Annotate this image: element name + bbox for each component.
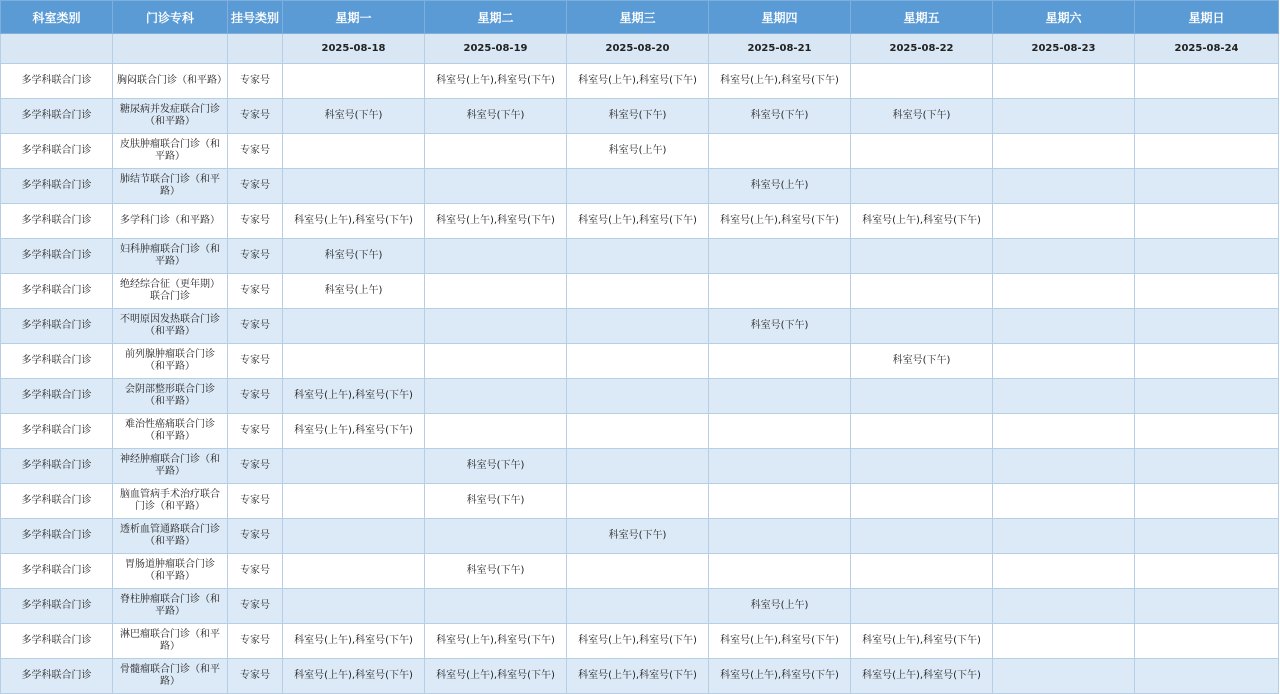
department-category-cell: 多学科联合门诊 [1,449,113,484]
slot-saturday-cell [993,379,1135,414]
header-department-category: 科室类别 [1,1,113,34]
department-category-cell: 多学科联合门诊 [1,309,113,344]
table-row [1,519,1279,554]
slot-friday-cell [851,484,993,519]
slot-wednesday-cell[interactable]: 科室号(上午) [567,134,709,169]
slot-saturday-cell [993,64,1135,99]
slot-tuesday-cell [425,379,567,414]
slot-friday-cell [851,589,993,624]
slot-friday-cell [851,554,993,589]
slot-tuesday-cell [425,239,567,274]
registration-type-cell: 专家号 [228,169,283,204]
slot-sunday-cell [1135,484,1279,519]
slot-monday-cell [283,484,425,519]
clinic-name-cell: 胃肠道肿瘤联合门诊（和平路） [113,554,228,589]
header-friday: 星期五 [851,1,993,34]
table-row [1,589,1279,624]
slot-friday-cell[interactable]: 科室号(上午),科室号(下午) [851,204,993,239]
department-category-cell: 多学科联合门诊 [1,589,113,624]
slot-saturday-cell [993,554,1135,589]
date-wednesday: 2025-08-20 [567,34,709,64]
slot-thursday-cell [709,449,851,484]
slot-saturday-cell [993,449,1135,484]
date-cell [1,34,113,64]
slot-tuesday-cell [425,589,567,624]
slot-friday-cell [851,64,993,99]
slot-sunday-cell [1135,274,1279,309]
slot-tuesday-cell [425,519,567,554]
slot-wednesday-cell [567,414,709,449]
header-thursday: 星期四 [709,1,851,34]
slot-thursday-cell[interactable]: 科室号(上午),科室号(下午) [709,64,851,99]
slot-thursday-cell[interactable]: 科室号(上午),科室号(下午) [709,204,851,239]
clinic-name-cell: 绝经综合征（更年期）联合门诊 [113,274,228,309]
header-clinic-specialty: 门诊专科 [113,1,228,34]
date-saturday: 2025-08-23 [993,34,1135,64]
table-row [1,414,1279,449]
slot-wednesday-cell [567,169,709,204]
slot-thursday-cell[interactable]: 科室号(下午) [709,309,851,344]
slot-tuesday-cell [425,344,567,379]
clinic-name-cell: 皮肤肿瘤联合门诊（和平路） [113,134,228,169]
slot-thursday-cell[interactable]: 科室号(上午),科室号(下午) [709,659,851,694]
registration-type-cell: 专家号 [228,239,283,274]
slot-saturday-cell [993,204,1135,239]
slot-wednesday-cell [567,449,709,484]
registration-type-cell: 专家号 [228,589,283,624]
slot-sunday-cell [1135,414,1279,449]
registration-type-cell: 专家号 [228,379,283,414]
slot-saturday-cell [993,134,1135,169]
slot-friday-cell [851,449,993,484]
registration-type-cell: 专家号 [228,204,283,239]
department-category-cell: 多学科联合门诊 [1,519,113,554]
slot-saturday-cell [993,484,1135,519]
slot-saturday-cell [993,344,1135,379]
table-row [1,204,1279,239]
registration-type-cell: 专家号 [228,449,283,484]
slot-saturday-cell [993,414,1135,449]
slot-wednesday-cell [567,589,709,624]
department-category-cell: 多学科联合门诊 [1,344,113,379]
slot-wednesday-cell [567,344,709,379]
table-row [1,554,1279,589]
slot-saturday-cell [993,589,1135,624]
registration-type-cell: 专家号 [228,309,283,344]
clinic-name-cell: 不明原因发热联合门诊（和平路） [113,309,228,344]
slot-thursday-cell [709,134,851,169]
header-sunday: 星期日 [1135,1,1279,34]
department-category-cell: 多学科联合门诊 [1,99,113,134]
department-category-cell: 多学科联合门诊 [1,239,113,274]
clinic-name-cell: 淋巴瘤联合门诊（和平路） [113,624,228,659]
slot-monday-cell [283,169,425,204]
department-category-cell: 多学科联合门诊 [1,169,113,204]
date-sunday: 2025-08-24 [1135,34,1279,64]
slot-wednesday-cell[interactable]: 科室号(上午),科室号(下午) [567,624,709,659]
table-row [1,449,1279,484]
table-row [1,379,1279,414]
slot-monday-cell[interactable]: 科室号(上午),科室号(下午) [283,414,425,449]
date-friday: 2025-08-22 [851,34,993,64]
slot-thursday-cell [709,274,851,309]
table-row [1,169,1279,204]
table-row [1,624,1279,659]
slot-wednesday-cell[interactable]: 科室号(上午),科室号(下午) [567,659,709,694]
department-category-cell: 多学科联合门诊 [1,624,113,659]
department-category-cell: 多学科联合门诊 [1,554,113,589]
header-wednesday: 星期三 [567,1,709,34]
clinic-name-cell: 骨髓瘤联合门诊（和平路） [113,659,228,694]
slot-thursday-cell [709,554,851,589]
slot-wednesday-cell[interactable]: 科室号(下午) [567,99,709,134]
slot-saturday-cell [993,274,1135,309]
clinic-name-cell: 肺结节联合门诊（和平路） [113,169,228,204]
slot-wednesday-cell[interactable]: 科室号(下午) [567,519,709,554]
clinic-name-cell: 透析血管通路联合门诊（和平路） [113,519,228,554]
registration-type-cell: 专家号 [228,99,283,134]
slot-wednesday-cell[interactable]: 科室号(上午),科室号(下午) [567,204,709,239]
slot-monday-cell[interactable]: 科室号(上午),科室号(下午) [283,204,425,239]
header-monday: 星期一 [283,1,425,34]
clinic-name-cell: 糖尿病并发症联合门诊（和平路） [113,99,228,134]
slot-sunday-cell [1135,204,1279,239]
slot-wednesday-cell [567,309,709,344]
registration-type-cell: 专家号 [228,659,283,694]
department-category-cell: 多学科联合门诊 [1,484,113,519]
slot-monday-cell [283,64,425,99]
slot-thursday-cell[interactable]: 科室号(上午),科室号(下午) [709,624,851,659]
slot-monday-cell [283,449,425,484]
slot-saturday-cell [993,519,1135,554]
slot-friday-cell [851,134,993,169]
slot-friday-cell [851,274,993,309]
header-saturday: 星期六 [993,1,1135,34]
slot-tuesday-cell[interactable]: 科室号(上午),科室号(下午) [425,659,567,694]
slot-sunday-cell [1135,64,1279,99]
slot-tuesday-cell[interactable]: 科室号(下午) [425,484,567,519]
slot-tuesday-cell[interactable]: 科室号(上午),科室号(下午) [425,64,567,99]
registration-type-cell: 专家号 [228,624,283,659]
weekday-header-row [1,1,1279,34]
slot-thursday-cell [709,484,851,519]
clinic-name-cell: 神经肿瘤联合门诊（和平路） [113,449,228,484]
table-row [1,134,1279,169]
table-row [1,274,1279,309]
slot-friday-cell [851,309,993,344]
slot-tuesday-cell [425,274,567,309]
header-tuesday: 星期二 [425,1,567,34]
slot-saturday-cell [993,309,1135,344]
clinic-name-cell: 胸闷联合门诊（和平路） [113,64,228,99]
table-row [1,309,1279,344]
department-category-cell: 多学科联合门诊 [1,274,113,309]
date-tuesday: 2025-08-19 [425,34,567,64]
slot-sunday-cell [1135,134,1279,169]
department-category-cell: 多学科联合门诊 [1,379,113,414]
slot-monday-cell[interactable]: 科室号(上午) [283,274,425,309]
slot-sunday-cell [1135,624,1279,659]
slot-friday-cell[interactable]: 科室号(下午) [851,344,993,379]
slot-sunday-cell [1135,554,1279,589]
department-category-cell: 多学科联合门诊 [1,64,113,99]
slot-monday-cell [283,344,425,379]
slot-friday-cell [851,414,993,449]
clinic-name-cell: 会阴部整形联合门诊（和平路） [113,379,228,414]
slot-wednesday-cell [567,239,709,274]
slot-saturday-cell [993,169,1135,204]
slot-tuesday-cell [425,309,567,344]
slot-saturday-cell [993,659,1135,694]
slot-friday-cell [851,379,993,414]
slot-monday-cell [283,589,425,624]
table-row [1,64,1279,99]
slot-thursday-cell [709,239,851,274]
slot-friday-cell[interactable]: 科室号(下午) [851,99,993,134]
date-cell [113,34,228,64]
clinic-name-cell: 妇科肿瘤联合门诊（和平路） [113,239,228,274]
slot-sunday-cell [1135,169,1279,204]
registration-type-cell: 专家号 [228,414,283,449]
slot-tuesday-cell [425,169,567,204]
slot-tuesday-cell[interactable]: 科室号(上午),科室号(下午) [425,204,567,239]
slot-monday-cell[interactable]: 科室号(上午),科室号(下午) [283,624,425,659]
table-row [1,239,1279,274]
clinic-name-cell: 脊柱肿瘤联合门诊（和平路） [113,589,228,624]
registration-type-cell: 专家号 [228,134,283,169]
table-row [1,344,1279,379]
slot-sunday-cell [1135,659,1279,694]
slot-sunday-cell [1135,99,1279,134]
clinic-name-cell: 多学科门诊（和平路） [113,204,228,239]
slot-wednesday-cell [567,484,709,519]
slot-sunday-cell [1135,309,1279,344]
slot-monday-cell [283,134,425,169]
slot-wednesday-cell[interactable]: 科室号(上午),科室号(下午) [567,64,709,99]
department-category-cell: 多学科联合门诊 [1,659,113,694]
slot-friday-cell [851,519,993,554]
slot-wednesday-cell [567,274,709,309]
slot-tuesday-cell[interactable]: 科室号(上午),科室号(下午) [425,624,567,659]
slot-wednesday-cell [567,379,709,414]
slot-monday-cell[interactable]: 科室号(上午),科室号(下午) [283,659,425,694]
slot-sunday-cell [1135,344,1279,379]
slot-monday-cell[interactable]: 科室号(下午) [283,239,425,274]
registration-type-cell: 专家号 [228,484,283,519]
slot-friday-cell[interactable]: 科室号(上午),科室号(下午) [851,659,993,694]
slot-tuesday-cell [425,134,567,169]
registration-type-cell: 专家号 [228,554,283,589]
slot-tuesday-cell[interactable]: 科室号(下午) [425,449,567,484]
slot-sunday-cell [1135,379,1279,414]
slot-monday-cell[interactable]: 科室号(上午),科室号(下午) [283,379,425,414]
slot-sunday-cell [1135,449,1279,484]
date-cell [228,34,283,64]
clinic-name-cell: 脑血管病手术治疗联合门诊（和平路） [113,484,228,519]
slot-saturday-cell [993,239,1135,274]
slot-saturday-cell [993,624,1135,659]
slot-wednesday-cell [567,554,709,589]
slot-thursday-cell [709,414,851,449]
registration-type-cell: 专家号 [228,64,283,99]
slot-sunday-cell [1135,519,1279,554]
slot-monday-cell [283,519,425,554]
slot-monday-cell [283,309,425,344]
clinic-name-cell: 前列腺肿瘤联合门诊（和平路） [113,344,228,379]
slot-thursday-cell [709,519,851,554]
slot-thursday-cell [709,344,851,379]
registration-type-cell: 专家号 [228,519,283,554]
table-row [1,659,1279,694]
date-header-row [1,34,1279,64]
registration-type-cell: 专家号 [228,274,283,309]
header-registration-type: 挂号类别 [228,1,283,34]
slot-tuesday-cell[interactable]: 科室号(下午) [425,99,567,134]
slot-thursday-cell[interactable]: 科室号(上午) [709,169,851,204]
slot-friday-cell [851,169,993,204]
department-category-cell: 多学科联合门诊 [1,134,113,169]
slot-tuesday-cell[interactable]: 科室号(下午) [425,554,567,589]
department-category-cell: 多学科联合门诊 [1,204,113,239]
slot-thursday-cell[interactable]: 科室号(下午) [709,99,851,134]
slot-saturday-cell [993,99,1135,134]
slot-sunday-cell [1135,239,1279,274]
date-thursday: 2025-08-21 [709,34,851,64]
slot-thursday-cell [709,379,851,414]
date-monday: 2025-08-18 [283,34,425,64]
slot-thursday-cell[interactable]: 科室号(上午) [709,589,851,624]
department-category-cell: 多学科联合门诊 [1,414,113,449]
slot-monday-cell [283,554,425,589]
table-row [1,99,1279,134]
clinic-name-cell: 难治性癌痛联合门诊（和平路） [113,414,228,449]
slot-sunday-cell [1135,589,1279,624]
schedule-body [1,64,1279,694]
slot-monday-cell[interactable]: 科室号(下午) [283,99,425,134]
slot-tuesday-cell [425,414,567,449]
slot-friday-cell[interactable]: 科室号(上午),科室号(下午) [851,624,993,659]
registration-type-cell: 专家号 [228,344,283,379]
table-row [1,484,1279,519]
slot-friday-cell [851,239,993,274]
